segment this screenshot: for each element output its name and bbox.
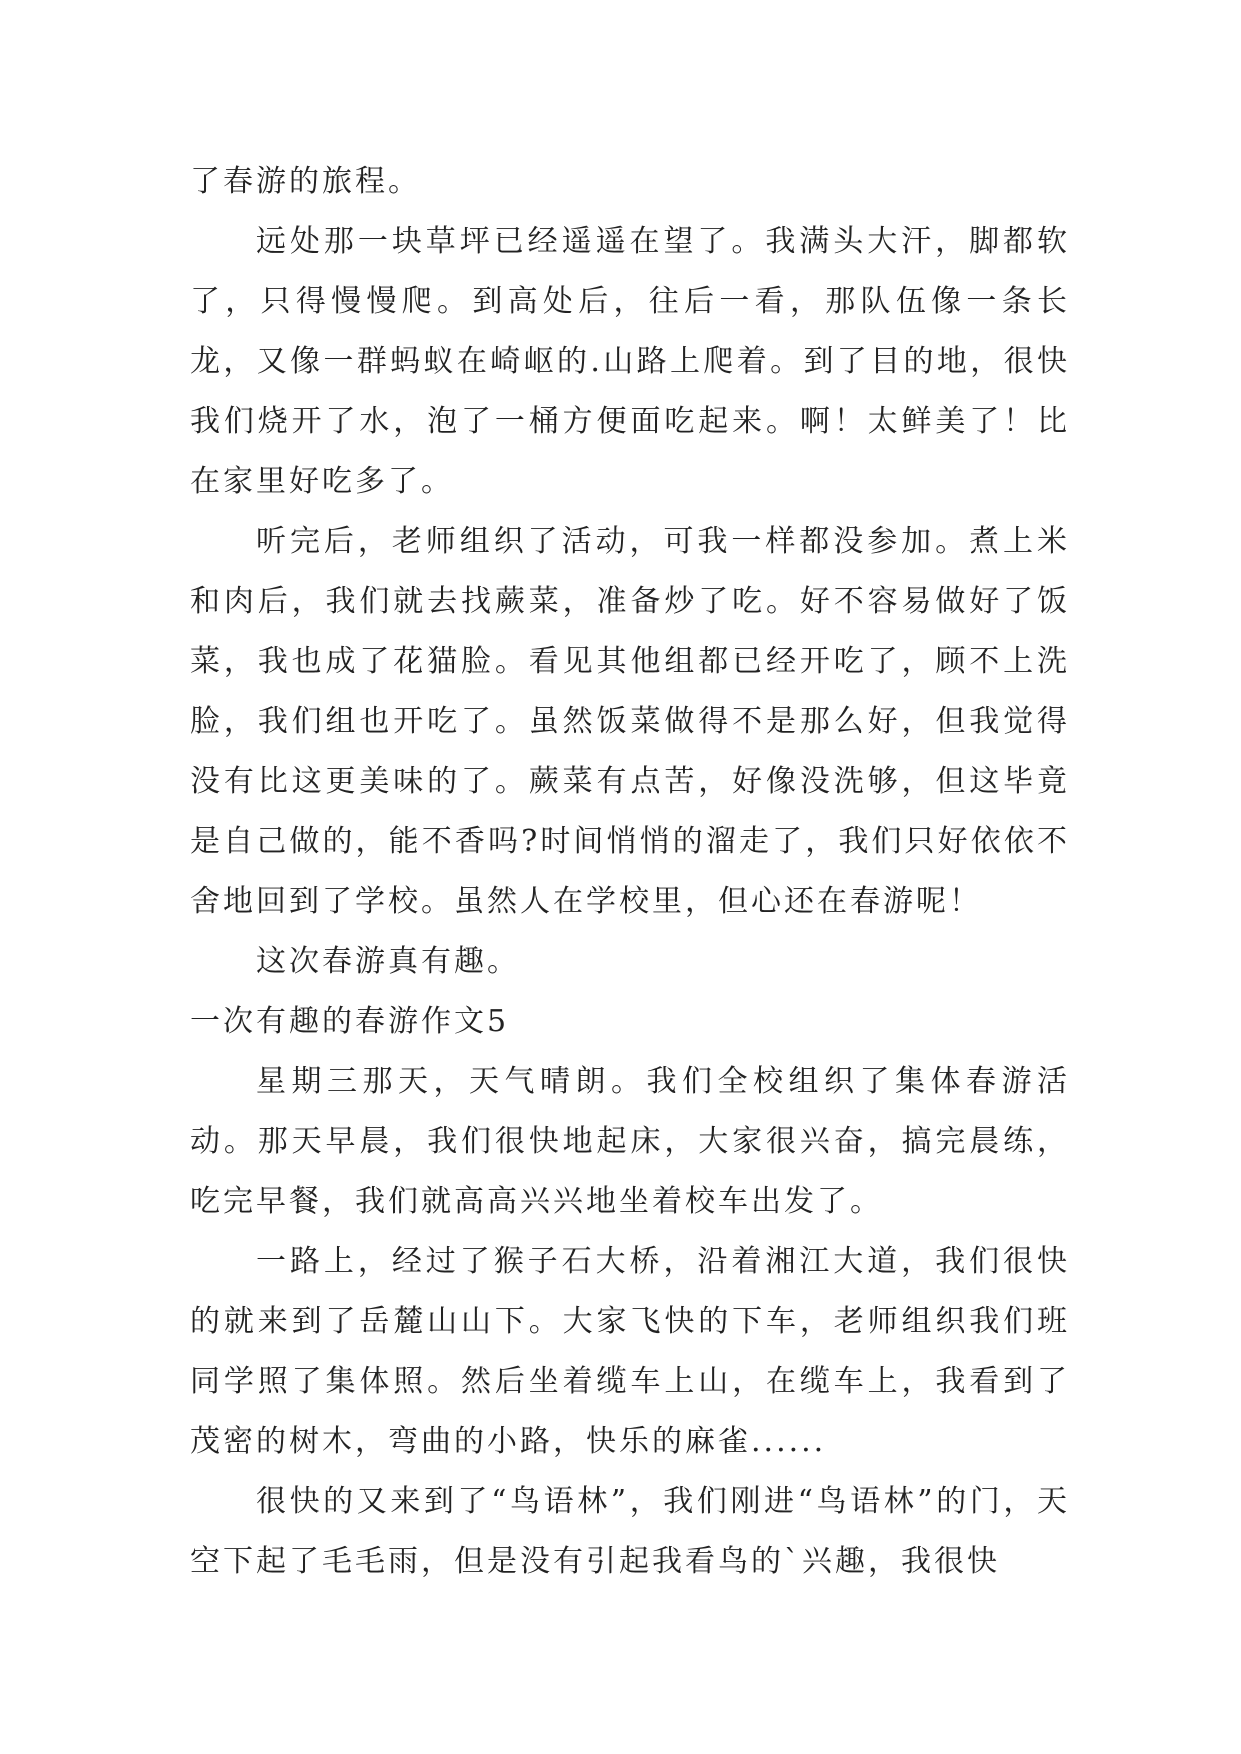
paragraph: 星期三那天，天气晴朗。我们全校组织了集体春游活动。那天早晨，我们很快地起床，大家很兴奋，搞完晨练，吃完早餐，我们就高高兴兴地坐着校车出发了。 (190, 1064, 1070, 1219)
document-body (190, 152, 1070, 1592)
paragraph: 了春游的旅程。 (190, 164, 421, 199)
section-title: 一次有趣的春游作文5 (190, 1004, 510, 1039)
paragraph: 很快的又来到了“鸟语林”，我们刚进“鸟语林”的门，天空下起了毛毛雨，但是没有引起我看鸟的`兴趣，我很快 (190, 1484, 1070, 1579)
paragraph: 一路上，经过了猴子石大桥，沿着湘江大道，我们很快的就来到了岳麓山山下。大家飞快的下车，老师组织我们班同学照了集体照。然后坐着缆车上山，在缆车上，我看到了茂密的树木，弯曲的小路，快乐的麻雀...... (190, 1244, 1070, 1459)
paragraph: 听完后，老师组织了活动，可我一样都没参加。煮上米和肉后，我们就去找蕨菜，准备炒了吃。好不容易做好了饭菜，我也成了花猫脸。看见其他组都已经开吃了，顾不上洗脸，我们组也开吃了。虽然饭菜做得不是那么好，但我觉得没有比这更美味的了。蕨菜有点苦，好像没洗够，但这毕竟是自己做的，能不香吗?时间悄悄的溜走了，我们只好依依不舍地回到了学校。虽然人在学校里，但心还在春游呢！ (190, 524, 1070, 919)
paragraph: 远处那一块草坪已经遥遥在望了。我满头大汗，脚都软了，只得慢慢爬。到高处后，往后一看，那队伍像一条长龙，又像一群蚂蚁在崎岖的.山路上爬着。到了目的地，很快我们烧开了水，泡了一桶方便面吃起来。啊！太鲜美了！比在家里好吃多了。 (190, 224, 1070, 499)
paragraph: 这次春游真有趣。 (256, 944, 520, 979)
